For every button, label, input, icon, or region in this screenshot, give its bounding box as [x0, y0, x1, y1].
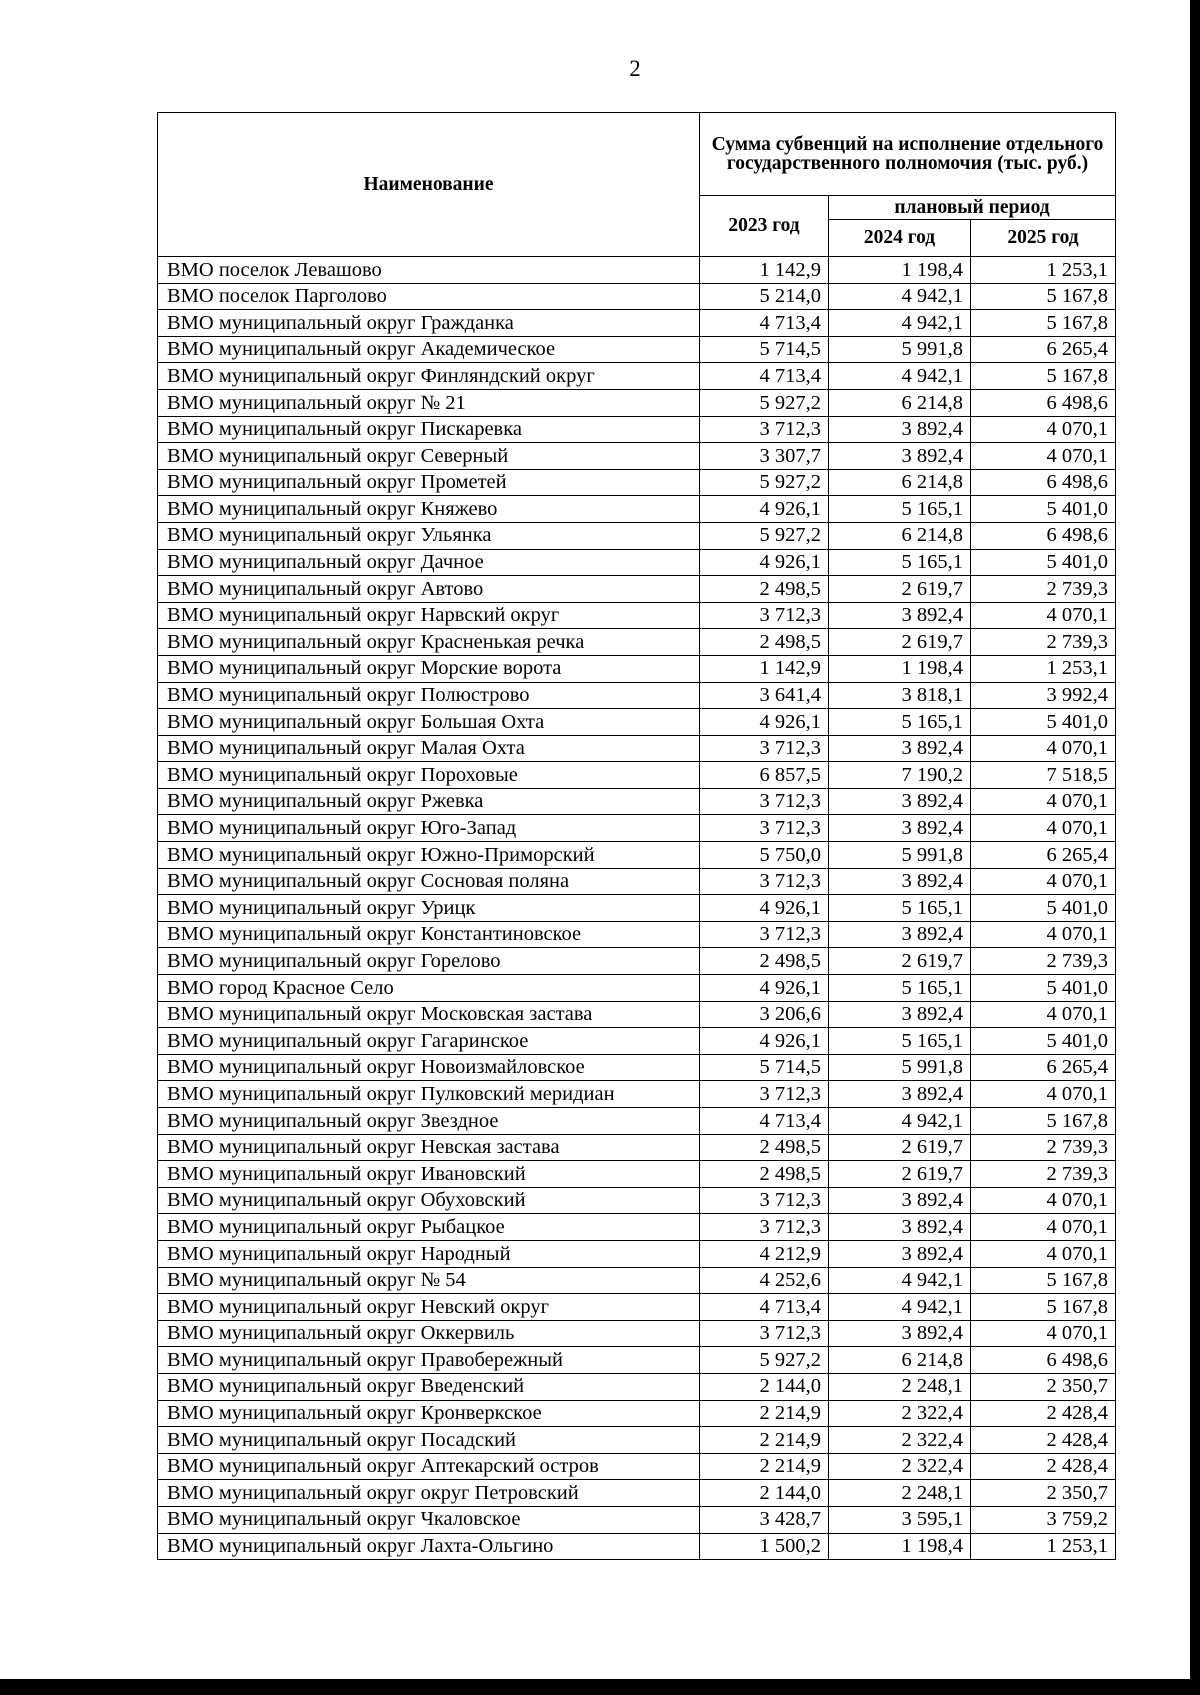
cell-2024: 2 619,7: [829, 576, 971, 603]
cell-2023: 3 641,4: [700, 682, 829, 709]
table-row: [158, 1240, 1116, 1267]
table-body: [158, 257, 1116, 1560]
cell-2025: 5 167,8: [971, 310, 1116, 337]
cell-2023: 3 307,7: [700, 443, 829, 470]
cell-2024: 4 942,1: [829, 283, 971, 310]
cell-name: ВМО муниципальный округ Кронверкское: [158, 1400, 700, 1427]
cell-2025: 2 350,7: [971, 1480, 1116, 1507]
cell-2023: 4 713,4: [700, 1294, 829, 1321]
table-row: [158, 1081, 1116, 1108]
table-row: [158, 682, 1116, 709]
cell-2024: 3 892,4: [829, 1240, 971, 1267]
cell-name: ВМО поселок Парголово: [158, 283, 700, 310]
cell-2023: 3 712,3: [700, 1081, 829, 1108]
cell-name: ВМО муниципальный округ Полюстрово: [158, 682, 700, 709]
cell-2023: 5 927,2: [700, 389, 829, 416]
cell-2024: 1 198,4: [829, 655, 971, 682]
cell-2023: 5 927,2: [700, 469, 829, 496]
cell-2025: 4 070,1: [971, 602, 1116, 629]
cell-name: ВМО поселок Левашово: [158, 257, 700, 284]
cell-name: ВМО муниципальный округ Красненькая речка: [158, 629, 700, 656]
cell-2024: 3 892,4: [829, 1214, 971, 1241]
cell-2023: 2 498,5: [700, 576, 829, 603]
cell-2023: 4 926,1: [700, 496, 829, 523]
table-row: [158, 948, 1116, 975]
cell-2023: 5 927,2: [700, 522, 829, 549]
cell-2023: 4 926,1: [700, 1028, 829, 1055]
cell-2025: 4 070,1: [971, 1214, 1116, 1241]
cell-name: ВМО муниципальный округ Сосновая поляна: [158, 868, 700, 895]
cell-2024: 6 214,8: [829, 469, 971, 496]
cell-name: ВМО муниципальный округ Рыбацкое: [158, 1214, 700, 1241]
cell-name: ВМО муниципальный округ Нарвский округ: [158, 602, 700, 629]
table-row: [158, 522, 1116, 549]
cell-name: ВМО муниципальный округ Автово: [158, 576, 700, 603]
cell-2024: 5 165,1: [829, 895, 971, 922]
cell-2024: 5 165,1: [829, 1028, 971, 1055]
table-row: [158, 762, 1116, 789]
cell-2023: 2 498,5: [700, 1134, 829, 1161]
cell-name: ВМО муниципальный округ Константиновское: [158, 921, 700, 948]
cell-name: ВМО муниципальный округ Финляндский округ: [158, 363, 700, 390]
header-amount: Сумма субвенций на исполнение отдельного государственного полномочия (тыс. руб.): [700, 113, 1116, 196]
cell-2023: 2 498,5: [700, 948, 829, 975]
table-row: [158, 1161, 1116, 1188]
cell-2025: 4 070,1: [971, 868, 1116, 895]
cell-name: ВМО муниципальный округ Чкаловское: [158, 1506, 700, 1533]
cell-2023: 6 857,5: [700, 762, 829, 789]
cell-2025: 1 253,1: [971, 257, 1116, 284]
cell-2024: 5 165,1: [829, 496, 971, 523]
header-2024: 2024 год: [829, 220, 971, 257]
cell-2025: 6 265,4: [971, 336, 1116, 363]
cell-name: ВМО муниципальный округ Ржевка: [158, 788, 700, 815]
subvention-table: [157, 112, 1116, 1560]
cell-name: ВМО муниципальный округ Гагаринское: [158, 1028, 700, 1055]
scan-right-edge: [1190, 0, 1200, 1695]
cell-2023: 3 712,3: [700, 602, 829, 629]
cell-name: ВМО муниципальный округ Малая Охта: [158, 735, 700, 762]
cell-2023: 4 713,4: [700, 1108, 829, 1135]
table-header: [158, 113, 1116, 257]
table-row: [158, 283, 1116, 310]
table-row: [158, 629, 1116, 656]
cell-name: ВМО муниципальный округ Академическое: [158, 336, 700, 363]
table-row: [158, 1533, 1116, 1560]
page-number: 2: [629, 56, 641, 81]
cell-2024: 1 198,4: [829, 1533, 971, 1560]
cell-2023: 5 714,5: [700, 336, 829, 363]
cell-name: ВМО муниципальный округ Новоизмайловское: [158, 1054, 700, 1081]
cell-2025: 6 265,4: [971, 1054, 1116, 1081]
cell-2024: 2 322,4: [829, 1400, 971, 1427]
cell-2025: 1 253,1: [971, 1533, 1116, 1560]
cell-2024: 2 619,7: [829, 1134, 971, 1161]
cell-2024: 4 942,1: [829, 363, 971, 390]
cell-name: ВМО муниципальный округ Северный: [158, 443, 700, 470]
cell-name: ВМО муниципальный округ Княжево: [158, 496, 700, 523]
table-row: [158, 1214, 1116, 1241]
cell-name: ВМО муниципальный округ № 54: [158, 1267, 700, 1294]
header-planning-period: плановый период: [829, 196, 1116, 220]
table-row: [158, 336, 1116, 363]
cell-2025: 4 070,1: [971, 1320, 1116, 1347]
cell-2025: 2 428,4: [971, 1427, 1116, 1454]
cell-2024: 3 892,4: [829, 868, 971, 895]
cell-2025: 4 070,1: [971, 788, 1116, 815]
cell-2023: 3 712,3: [700, 1214, 829, 1241]
cell-2025: 2 739,3: [971, 1134, 1116, 1161]
cell-name: ВМО муниципальный округ Невский округ: [158, 1294, 700, 1321]
cell-2024: 3 892,4: [829, 602, 971, 629]
table-row: [158, 709, 1116, 736]
cell-2024: 4 942,1: [829, 1294, 971, 1321]
cell-2025: 4 070,1: [971, 815, 1116, 842]
cell-2024: 3 892,4: [829, 1320, 971, 1347]
cell-name: ВМО муниципальный округ Московская застава: [158, 1001, 700, 1028]
cell-2025: 2 350,7: [971, 1373, 1116, 1400]
cell-2024: 3 892,4: [829, 443, 971, 470]
cell-2023: 3 712,3: [700, 788, 829, 815]
table-row: [158, 815, 1116, 842]
cell-2025: 4 070,1: [971, 1187, 1116, 1214]
cell-2023: 2 498,5: [700, 1161, 829, 1188]
table-row: [158, 1480, 1116, 1507]
cell-2025: 6 498,6: [971, 469, 1116, 496]
table-row: [158, 1506, 1116, 1533]
cell-name: ВМО муниципальный округ Звездное: [158, 1108, 700, 1135]
cell-2024: 5 165,1: [829, 975, 971, 1002]
cell-2025: 5 167,8: [971, 1108, 1116, 1135]
table-row: [158, 975, 1116, 1002]
table-row: [158, 1267, 1116, 1294]
cell-2024: 4 942,1: [829, 1267, 971, 1294]
table-row: [158, 1373, 1116, 1400]
cell-name: ВМО муниципальный округ Аптекарский остров: [158, 1453, 700, 1480]
cell-2025: 4 070,1: [971, 921, 1116, 948]
cell-name: ВМО муниципальный округ Народный: [158, 1240, 700, 1267]
cell-2025: 7 518,5: [971, 762, 1116, 789]
table-row: [158, 842, 1116, 869]
cell-2025: 1 253,1: [971, 655, 1116, 682]
cell-2025: 2 428,4: [971, 1400, 1116, 1427]
cell-2025: 6 498,6: [971, 522, 1116, 549]
cell-2024: 2 619,7: [829, 948, 971, 975]
cell-2023: 3 428,7: [700, 1506, 829, 1533]
cell-2025: 6 498,6: [971, 389, 1116, 416]
header-2023: 2023 год: [700, 196, 829, 257]
cell-2024: 3 892,4: [829, 735, 971, 762]
cell-2025: 4 070,1: [971, 1240, 1116, 1267]
cell-name: ВМО муниципальный округ Оккервиль: [158, 1320, 700, 1347]
cell-name: ВМО муниципальный округ Ивановский: [158, 1161, 700, 1188]
cell-2023: 2 498,5: [700, 629, 829, 656]
cell-2024: 2 248,1: [829, 1373, 971, 1400]
cell-name: ВМО муниципальный округ Гражданка: [158, 310, 700, 337]
cell-2025: 5 401,0: [971, 975, 1116, 1002]
cell-2024: 5 165,1: [829, 549, 971, 576]
cell-2023: 3 712,3: [700, 815, 829, 842]
cell-2025: 2 428,4: [971, 1453, 1116, 1480]
cell-2025: 6 498,6: [971, 1347, 1116, 1374]
table-row: [158, 1134, 1116, 1161]
table-row: [158, 655, 1116, 682]
cell-2025: 5 401,0: [971, 709, 1116, 736]
cell-name: ВМО муниципальный округ Пискаревка: [158, 416, 700, 443]
table-row: [158, 895, 1116, 922]
table-row: [158, 1108, 1116, 1135]
cell-2023: 2 144,0: [700, 1373, 829, 1400]
cell-name: ВМО муниципальный округ округ Петровский: [158, 1480, 700, 1507]
cell-2024: 3 595,1: [829, 1506, 971, 1533]
cell-name: ВМО муниципальный округ Посадский: [158, 1427, 700, 1454]
cell-2025: 5 167,8: [971, 1267, 1116, 1294]
cell-2023: 1 500,2: [700, 1533, 829, 1560]
cell-2025: 6 265,4: [971, 842, 1116, 869]
cell-2024: 3 892,4: [829, 1001, 971, 1028]
table-row: [158, 576, 1116, 603]
cell-2025: 5 167,8: [971, 1294, 1116, 1321]
cell-2023: 3 712,3: [700, 868, 829, 895]
cell-2025: 2 739,3: [971, 576, 1116, 603]
table-row: [158, 1453, 1116, 1480]
cell-name: ВМО муниципальный округ Правобережный: [158, 1347, 700, 1374]
cell-2025: 5 401,0: [971, 496, 1116, 523]
table-row: [158, 735, 1116, 762]
cell-2024: 4 942,1: [829, 1108, 971, 1135]
table-row: [158, 443, 1116, 470]
cell-2023: 5 714,5: [700, 1054, 829, 1081]
cell-2023: 3 712,3: [700, 1187, 829, 1214]
table-row: [158, 549, 1116, 576]
cell-2025: 5 167,8: [971, 283, 1116, 310]
cell-2024: 6 214,8: [829, 522, 971, 549]
cell-2024: 1 198,4: [829, 257, 971, 284]
cell-2024: 5 991,8: [829, 842, 971, 869]
cell-2023: 4 252,6: [700, 1267, 829, 1294]
cell-2025: 4 070,1: [971, 1081, 1116, 1108]
table-row: [158, 389, 1116, 416]
cell-2024: 3 892,4: [829, 1081, 971, 1108]
table-row: [158, 469, 1116, 496]
cell-name: ВМО муниципальный округ Юго-Запад: [158, 815, 700, 842]
cell-2023: 3 712,3: [700, 735, 829, 762]
cell-2024: 2 619,7: [829, 1161, 971, 1188]
table-row: [158, 257, 1116, 284]
cell-2023: 4 713,4: [700, 363, 829, 390]
cell-2024: 5 165,1: [829, 709, 971, 736]
cell-name: ВМО муниципальный округ Ульянка: [158, 522, 700, 549]
cell-2025: 5 401,0: [971, 1028, 1116, 1055]
cell-2023: 1 142,9: [700, 257, 829, 284]
scan-bottom-edge: [0, 1679, 1200, 1695]
cell-name: ВМО муниципальный округ Невская застава: [158, 1134, 700, 1161]
cell-name: ВМО муниципальный округ Обуховский: [158, 1187, 700, 1214]
cell-2023: 4 713,4: [700, 310, 829, 337]
cell-2024: 3 892,4: [829, 788, 971, 815]
table-row: [158, 496, 1116, 523]
table-row: [158, 602, 1116, 629]
table-row: [158, 921, 1116, 948]
cell-2023: 4 926,1: [700, 895, 829, 922]
cell-2025: 4 070,1: [971, 1001, 1116, 1028]
cell-name: ВМО муниципальный округ Введенский: [158, 1373, 700, 1400]
cell-2023: 1 142,9: [700, 655, 829, 682]
cell-2023: 4 926,1: [700, 975, 829, 1002]
cell-name: ВМО муниципальный округ Большая Охта: [158, 709, 700, 736]
cell-name: ВМО муниципальный округ Прометей: [158, 469, 700, 496]
table-row: [158, 1347, 1116, 1374]
cell-name: ВМО муниципальный округ № 21: [158, 389, 700, 416]
cell-2025: 5 401,0: [971, 895, 1116, 922]
cell-2024: 6 214,8: [829, 1347, 971, 1374]
table-row: [158, 868, 1116, 895]
cell-2024: 7 190,2: [829, 762, 971, 789]
table-row: [158, 1320, 1116, 1347]
cell-name: ВМО муниципальный округ Морские ворота: [158, 655, 700, 682]
cell-2024: 3 892,4: [829, 815, 971, 842]
cell-name: ВМО муниципальный округ Лахта-Ольгино: [158, 1533, 700, 1560]
cell-2023: 3 712,3: [700, 921, 829, 948]
cell-2024: 6 214,8: [829, 389, 971, 416]
header-2025: 2025 год: [971, 220, 1116, 257]
cell-2025: 4 070,1: [971, 416, 1116, 443]
table-row: [158, 1028, 1116, 1055]
cell-2024: 3 892,4: [829, 921, 971, 948]
cell-name: ВМО город Красное Село: [158, 975, 700, 1002]
cell-2024: 3 892,4: [829, 416, 971, 443]
table-row: [158, 1187, 1116, 1214]
cell-2025: 3 759,2: [971, 1506, 1116, 1533]
cell-2024: 3 892,4: [829, 1187, 971, 1214]
cell-2023: 5 927,2: [700, 1347, 829, 1374]
cell-2025: 4 070,1: [971, 443, 1116, 470]
cell-2023: 2 214,9: [700, 1453, 829, 1480]
cell-2025: 5 167,8: [971, 363, 1116, 390]
table-row: [158, 1054, 1116, 1081]
cell-2024: 4 942,1: [829, 310, 971, 337]
cell-2025: 5 401,0: [971, 549, 1116, 576]
cell-2025: 4 070,1: [971, 735, 1116, 762]
cell-2025: 3 992,4: [971, 682, 1116, 709]
cell-2023: 2 214,9: [700, 1400, 829, 1427]
cell-name: ВМО муниципальный округ Южно-Приморский: [158, 842, 700, 869]
cell-2024: 5 991,8: [829, 336, 971, 363]
cell-2024: 2 248,1: [829, 1480, 971, 1507]
table-row: [158, 310, 1116, 337]
cell-2024: 3 818,1: [829, 682, 971, 709]
cell-2024: 2 322,4: [829, 1453, 971, 1480]
cell-name: ВМО муниципальный округ Пороховые: [158, 762, 700, 789]
cell-name: ВМО муниципальный округ Урицк: [158, 895, 700, 922]
cell-name: ВМО муниципальный округ Пулковский меридиан: [158, 1081, 700, 1108]
cell-2024: 2 322,4: [829, 1427, 971, 1454]
cell-2024: 5 991,8: [829, 1054, 971, 1081]
cell-2023: 4 212,9: [700, 1240, 829, 1267]
table-row: [158, 416, 1116, 443]
cell-2023: 3 712,3: [700, 1320, 829, 1347]
cell-2023: 3 206,6: [700, 1001, 829, 1028]
cell-2024: 2 619,7: [829, 629, 971, 656]
cell-2025: 2 739,3: [971, 1161, 1116, 1188]
cell-2023: 4 926,1: [700, 709, 829, 736]
cell-2023: 3 712,3: [700, 416, 829, 443]
table-row: [158, 363, 1116, 390]
cell-name: ВМО муниципальный округ Горелово: [158, 948, 700, 975]
table-row: [158, 1001, 1116, 1028]
cell-2023: 2 144,0: [700, 1480, 829, 1507]
cell-2023: 5 214,0: [700, 283, 829, 310]
header-name: Наименование: [158, 113, 700, 257]
cell-2023: 2 214,9: [700, 1427, 829, 1454]
table-row: [158, 1400, 1116, 1427]
cell-2025: 2 739,3: [971, 948, 1116, 975]
table-row: [158, 1427, 1116, 1454]
cell-2025: 2 739,3: [971, 629, 1116, 656]
table-row: [158, 1294, 1116, 1321]
cell-2023: 5 750,0: [700, 842, 829, 869]
table-row: [158, 788, 1116, 815]
cell-name: ВМО муниципальный округ Дачное: [158, 549, 700, 576]
cell-2023: 4 926,1: [700, 549, 829, 576]
